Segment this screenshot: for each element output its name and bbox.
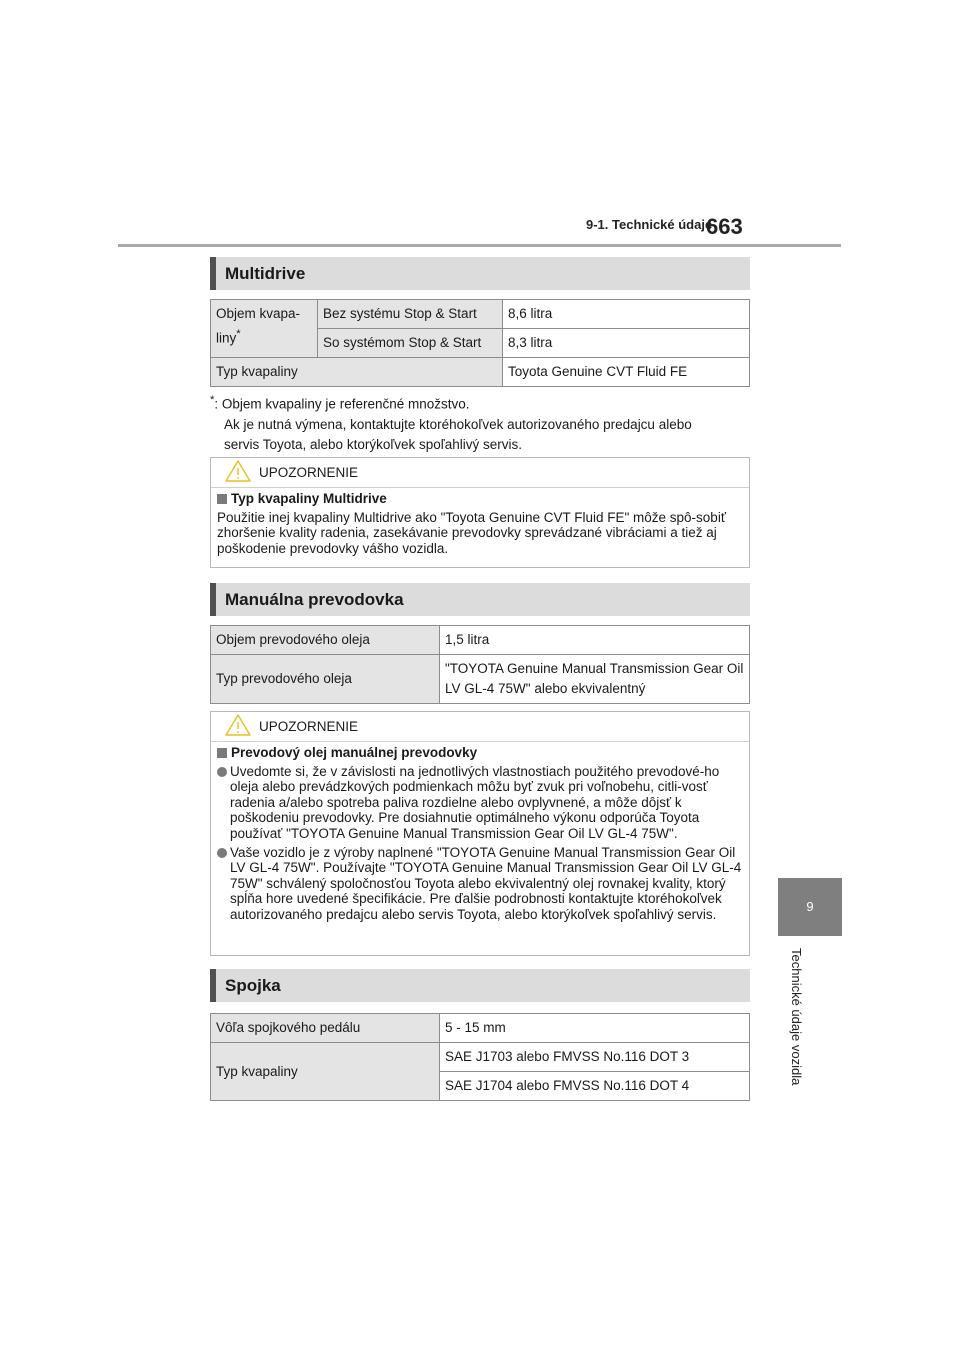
- fluid-type-label: Typ kvapaliny: [211, 358, 503, 387]
- value-cell: 8,3 litra: [503, 329, 750, 358]
- warning-icon: [225, 713, 251, 740]
- condition-cell: Bez systému Stop & Start: [318, 300, 503, 329]
- chapter-label: Technické údaje vozidla: [789, 948, 804, 1086]
- header-divider: [118, 244, 841, 247]
- square-bullet-icon: [217, 748, 227, 758]
- table-row: [211, 655, 750, 704]
- table-row: [211, 358, 750, 387]
- notice-text: Použitie inej kvapaliny Multidrive ako "Toyota Genuine CVT Fluid FE" môže spô-sobiť zhoršenie kvality radenia, zasekávanie prevodovky sprevádzané vibráciami a tiež aj poškodenie prevodovky vášho vozidla.: [217, 509, 726, 556]
- condition-cell: So systémom Stop & Start: [318, 329, 503, 358]
- oil-type-label: Typ prevodového oleja: [211, 655, 440, 704]
- clutch-fluid-label: Typ kvapaliny: [211, 1043, 440, 1101]
- notice-title: [217, 491, 743, 507]
- notice-title: [217, 745, 743, 761]
- footnote-line-1: : Objem kvapaliny je referenčné množstvo.: [214, 396, 470, 412]
- notice-body: [211, 488, 749, 564]
- manual-table: [210, 625, 750, 704]
- footnote-mark: *: [210, 394, 215, 406]
- footnote-line-3: servis Toyota, alebo ktorýkoľvek spoľahlivý servis.: [224, 436, 522, 452]
- notice-header: [211, 458, 749, 488]
- square-bullet-icon: [217, 494, 227, 504]
- section-heading-manual: Manuálna prevodovka: [210, 583, 750, 616]
- table-row: [211, 1043, 750, 1072]
- notice-title-text: Prevodový olej manuálnej prevodovky: [231, 745, 478, 760]
- capacity-label-cell: [211, 300, 318, 358]
- footnote-line-2: Ak je nutná výmena, kontaktujte ktoréhokoľvek autorizovaného predajcu alebo: [224, 416, 692, 432]
- bullet-text: Vaše vozidlo je z výroby naplnené "TOYOTA Genuine Manual Transmission Gear Oil LV GL-4 75W". Používajte "TOYOTA Genuine Manual Transmission Gear Oil LV GL-4 75W" schválený spoločnosťou Toyota alebo ekvivalentný olej rovnakej kvality, ktorý spĺňa hore uvedené špecifikácie. Pre ďalšie podrobnosti kontaktujte ktoréhokoľvek autorizovaného predajcu alebo servis Toyota, alebo ktorýkoľvek spoľahlivý servis.: [230, 844, 742, 922]
- value-cell: 8,6 litra: [503, 300, 750, 329]
- warning-icon: [225, 459, 251, 486]
- oil-capacity-value: 1,5 litra: [440, 626, 750, 655]
- list-item: [217, 764, 743, 842]
- pedal-play-value: 5 - 15 mm: [440, 1014, 750, 1043]
- pedal-play-label: Vôľa spojkového pedálu: [211, 1014, 440, 1043]
- clutch-fluid-value: SAE J1704 alebo FMVSS No.116 DOT 4: [440, 1072, 750, 1101]
- notice-multidrive: [210, 457, 750, 568]
- list-item: [217, 845, 743, 923]
- section-heading-multidrive: Multidrive: [210, 257, 750, 290]
- oil-type-value: "TOYOTA Genuine Manual Transmission Gear Oil LV GL-4 75W" alebo ekvivalentný: [440, 655, 750, 704]
- notice-label: UPOZORNENIE: [259, 465, 359, 480]
- notice-manual-oil: [210, 711, 750, 956]
- chapter-tab[interactable]: 9: [778, 878, 842, 936]
- table-row: [211, 1014, 750, 1043]
- multidrive-table: [210, 299, 750, 387]
- clutch-table: [210, 1013, 750, 1101]
- bullet-icon: [217, 848, 227, 858]
- bullet-text: Uvedomte si, že v závislosti na jednotlivých vlastnostiach použitého prevodové-ho oleja alebo prevádzkových podmienkach môžu byť zvuk pri voľnobehu, citli-vosť radenia a/alebo spotreba paliva rozdielne alebo ovplyvnené, a môže dôjsť k poškodeniu prevodovky. Pre dosiahnutie optimálneho výkonu odporúča Toyota používať "TOYOTA Genuine Manual Transmission Gear Oil LV GL-4 75W".: [230, 763, 720, 841]
- table-row: [211, 626, 750, 655]
- fluid-type-value: Toyota Genuine CVT Fluid FE: [503, 358, 750, 387]
- page-number: 663: [706, 214, 743, 239]
- capacity-label: Objem kvapa-liny: [216, 306, 301, 346]
- notice-title-text: Typ kvapaliny Multidrive: [231, 491, 387, 506]
- table-row: [211, 300, 750, 329]
- bullet-icon: [217, 767, 227, 777]
- oil-capacity-label: Objem prevodového oleja: [211, 626, 440, 655]
- notice-label: UPOZORNENIE: [259, 719, 359, 734]
- notice-header: [211, 712, 749, 742]
- section-title: 9-1. Technické údaje: [586, 217, 713, 232]
- clutch-fluid-value: SAE J1703 alebo FMVSS No.116 DOT 3: [440, 1043, 750, 1072]
- footnote-mark: *: [236, 328, 241, 340]
- section-heading-clutch: Spojka: [210, 969, 750, 1002]
- notice-body: [211, 742, 749, 931]
- footnote: [210, 390, 770, 455]
